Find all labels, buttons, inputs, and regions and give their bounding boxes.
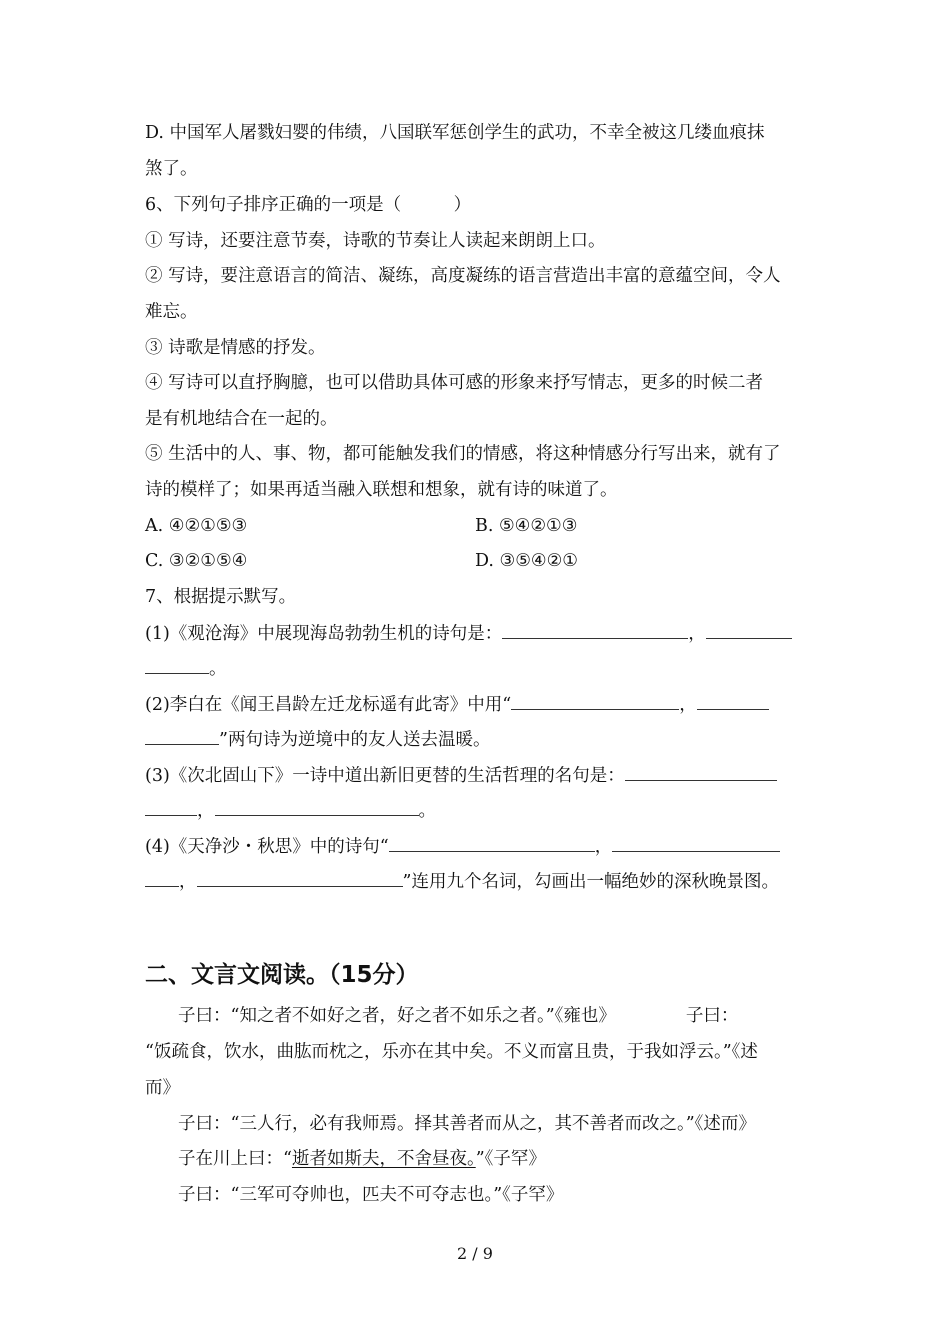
fill-item-3 bbox=[145, 763, 777, 788]
fill-item-1 bbox=[145, 621, 792, 646]
quote: 子曰：“知之者不如好之者，好之者不如乐之者。”《雍也》 bbox=[178, 1006, 616, 1026]
quote: ”《子罕》 bbox=[475, 1149, 546, 1169]
sentence-4: ④ 写诗可以直抒胸臆，也可以借助具体可感的形象来抒写情志，更多的时候二者 bbox=[145, 373, 764, 393]
fill-item-1-cont bbox=[145, 656, 227, 681]
answer-blank[interactable] bbox=[511, 692, 679, 710]
fill-item-4-cont bbox=[145, 869, 779, 894]
question-stem: 6、下列句子排序正确的一项是（ ） bbox=[145, 195, 472, 215]
passage-line: 子曰：“三人行，必有我师焉。择其善者而从之，其不善者而改之。”《述而》 bbox=[178, 1114, 756, 1134]
passage-line: “饭疏食，饮水，曲肱而枕之，乐亦在其中矣。不义而富且贵，于我如浮云。”《述 bbox=[145, 1042, 758, 1062]
passage-line bbox=[178, 1004, 738, 1028]
question-stem: 7、根据提示默写。 bbox=[145, 587, 297, 607]
answer-blank[interactable] bbox=[197, 869, 403, 887]
prompt-text: ”连用九个名词，勾画出一幅绝妙的深秋晚景图。 bbox=[402, 872, 779, 892]
answer-blank[interactable] bbox=[612, 834, 780, 852]
sentence-5-cont: 诗的模样了；如果再适当融入联想和想象，就有诗的味道了。 bbox=[145, 480, 618, 500]
punct: ， bbox=[179, 872, 197, 892]
option-c: C. ③②①⑤④ bbox=[145, 551, 248, 571]
answer-blank[interactable] bbox=[145, 869, 179, 887]
punct: 。 bbox=[418, 801, 436, 821]
underlined-phrase: 逝者如斯夫，不舍昼夜。 bbox=[291, 1149, 476, 1169]
sentence-4-cont: 是有机地结合在一起的。 bbox=[145, 409, 338, 429]
answer-blank[interactable] bbox=[502, 621, 688, 639]
answer-blank[interactable] bbox=[697, 692, 769, 710]
option-b: B. ⑤④②①③ bbox=[475, 516, 578, 536]
quote: 子曰： bbox=[685, 1006, 739, 1026]
sentence-2-cont: 难忘。 bbox=[145, 302, 198, 322]
prompt-text: (1)《观沧海》中展现海岛勃勃生机的诗句是： bbox=[145, 624, 503, 644]
punct: ， bbox=[688, 624, 706, 644]
punct: 。 bbox=[209, 659, 227, 679]
section-heading: 二、文言文阅读。（15分） bbox=[145, 962, 419, 988]
text-line: 煞了。 bbox=[145, 159, 198, 179]
passage-line bbox=[178, 1147, 546, 1171]
fill-item-3-cont bbox=[145, 798, 436, 823]
sentence-1: ① 写诗，还要注意节奏，诗歌的节奏让人读起来朗朗上口。 bbox=[145, 231, 606, 251]
prompt-text: ”两句诗为逆境中的友人送去温暖。 bbox=[219, 730, 491, 750]
passage-line: 子曰：“三军可夺帅也，匹夫不可夺志也。”《子罕》 bbox=[178, 1185, 564, 1205]
option-d: D. ③⑤④②① bbox=[475, 551, 578, 571]
answer-blank[interactable] bbox=[145, 727, 219, 745]
punct: ， bbox=[594, 837, 613, 857]
passage-line: 而》 bbox=[145, 1078, 180, 1098]
punct: ， bbox=[197, 801, 215, 821]
answer-blank[interactable] bbox=[389, 834, 595, 852]
prompt-text: (4)《天净沙・秋思》中的诗句“ bbox=[145, 837, 389, 857]
text-line: D. 中国军人屠戮妇婴的伟绩，八国联军惩创学生的武功，不幸全被这几缕血痕抹 bbox=[145, 123, 765, 143]
answer-blank[interactable] bbox=[625, 763, 777, 781]
answer-blank[interactable] bbox=[215, 798, 419, 816]
page-number: 2 / 9 bbox=[457, 1244, 493, 1263]
punct: ， bbox=[679, 695, 697, 715]
sentence-2: ② 写诗，要注意语言的简洁、凝练，高度凝练的语言营造出丰富的意蕴空间，令人 bbox=[145, 266, 781, 286]
option-a: A. ④②①⑤③ bbox=[145, 516, 248, 536]
sentence-3: ③ 诗歌是情感的抒发。 bbox=[145, 338, 326, 358]
fill-item-2-cont bbox=[145, 727, 490, 752]
prompt-text: (2)李白在《闻王昌龄左迁龙标遥有此寄》中用“ bbox=[145, 695, 512, 715]
answer-blank[interactable] bbox=[145, 656, 209, 674]
prompt-text: (3)《次北固山下》一诗中道出新旧更替的生活哲理的名句是： bbox=[145, 766, 625, 786]
answer-blank[interactable] bbox=[706, 621, 792, 639]
sentence-5: ⑤ 生活中的人、事、物，都可能触发我们的情感，将这种情感分行写出来，就有了 bbox=[145, 444, 781, 464]
quote: 子在川上曰：“ bbox=[178, 1149, 292, 1169]
fill-item-2 bbox=[145, 692, 769, 717]
fill-item-4 bbox=[145, 834, 780, 859]
answer-blank[interactable] bbox=[145, 798, 197, 816]
